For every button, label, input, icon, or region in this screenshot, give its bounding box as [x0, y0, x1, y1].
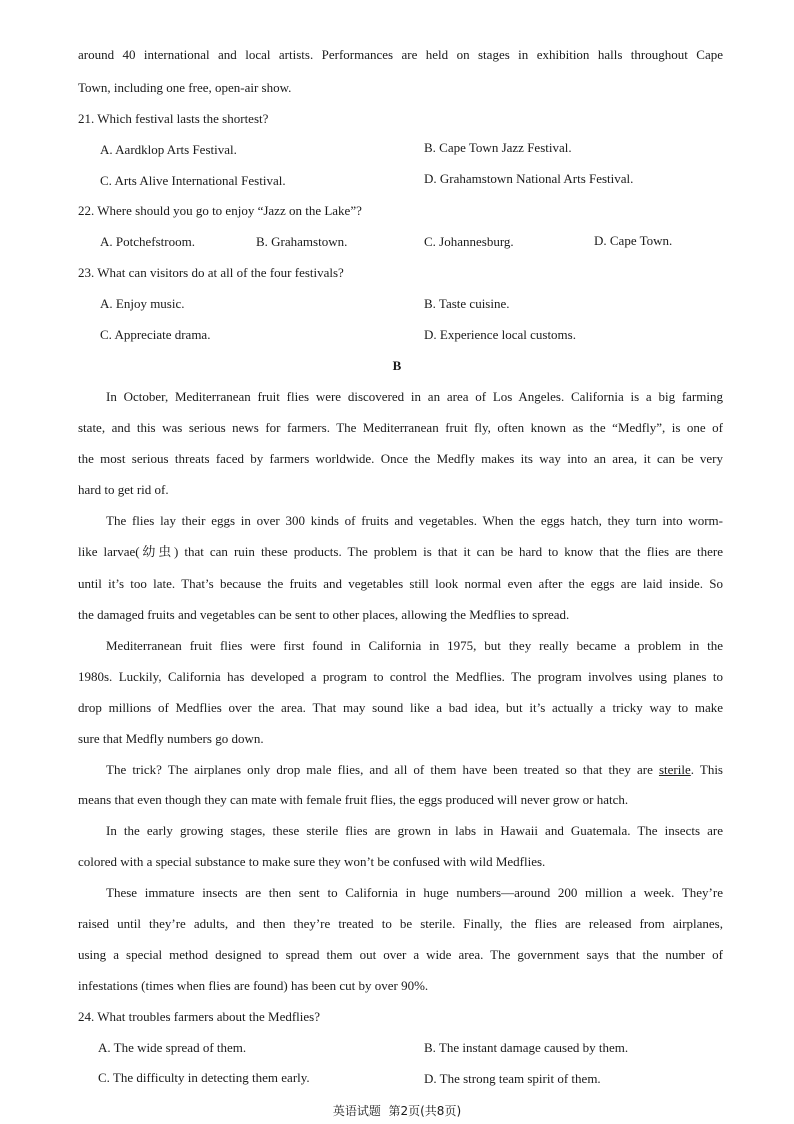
paragraph-line: Mediterranean fruit flies were first found in California in 1975, but they really became a problem in the — [106, 638, 723, 653]
question-24-option-a: A. The wide spread of them. — [98, 1040, 247, 1055]
paragraph-line: using a special method designed to spread them out over a wide area. The government says that the number of — [78, 947, 723, 962]
question-23-option-c: C. Appreciate drama. — [100, 327, 211, 342]
paragraph-line: These immature insects are then sent to California in huge numbers—around 200 million a week. They’re — [106, 885, 723, 900]
question-22-stem: 22. Where should you go to enjoy “Jazz on the Lake”? — [78, 203, 362, 218]
section-b-title: B — [392, 358, 402, 373]
paragraph-line: the most serious threats faced by farmers worldwide. Once the Medfly makes its way into an area, it can be very — [78, 451, 723, 466]
question-21-option-a: A. Aardklop Arts Festival. — [100, 142, 237, 157]
question-21-option-d: D. Grahamstown National Arts Festival. — [424, 171, 634, 186]
paragraph-line: the damaged fruits and vegetables can be sent to other places, allowing the Medflies to spread. — [78, 607, 570, 622]
paragraph-line: raised until they’re adults, and then they’re treated to be sterile. Finally, the flies are released from airplanes, — [78, 916, 723, 931]
question-24-stem: 24. What troubles farmers about the Medflies? — [78, 1009, 320, 1024]
paragraph-text: . This — [690, 762, 723, 777]
question-24-option-d: D. The strong team spirit of them. — [424, 1071, 601, 1086]
paragraph-line: drop millions of Medflies over the area. That may sound like a bad idea, but it’s actually a tricky way to make — [78, 700, 723, 715]
question-22-option-b: B. Grahamstown. — [256, 234, 348, 249]
paragraph-line: sure that Medfly numbers go down. — [78, 731, 264, 746]
passage-a-line: Town, including one free, open-air show. — [78, 80, 292, 95]
page-footer: 英语试题 第2页(共8页) — [332, 1104, 462, 1118]
question-23-option-b: B. Taste cuisine. — [424, 296, 510, 311]
paragraph-line — [106, 762, 723, 778]
question-22-option-d: D. Cape Town. — [594, 233, 673, 248]
paragraph-line: like larvae(幼虫) that can ruin these products. The problem is that it can be hard to know that the flies are there — [78, 544, 723, 559]
passage-a-line: around 40 international and local artists. Performances are held on stages in exhibition halls throughout Cape — [78, 47, 723, 62]
paragraph-line: colored with a special substance to make sure they won’t be confused with wild Medflies. — [78, 854, 546, 869]
question-24-option-b: B. The instant damage caused by them. — [424, 1040, 629, 1055]
paragraph-line: In October, Mediterranean fruit flies were discovered in an area of Los Angeles. California is a big farming — [106, 389, 723, 404]
question-23-stem: 23. What can visitors do at all of the four festivals? — [78, 265, 344, 280]
underlined-word-sterile: sterile — [658, 762, 691, 777]
question-21-stem: 21. Which festival lasts the shortest? — [78, 111, 269, 126]
paragraph-line: 1980s. Luckily, California has developed a program to control the Medflies. The program involves using planes to — [78, 669, 723, 684]
paragraph-line: hard to get rid of. — [78, 482, 169, 497]
paragraph-line: until it’s too late. That’s because the fruits and vegetables still look normal even after the eggs are laid inside. So — [78, 576, 723, 591]
question-22-option-a: A. Potchefstroom. — [100, 234, 195, 249]
paragraph-line: state, and this was serious news for farmers. The Mediterranean fruit fly, often known as the “Medfly”, is one of — [78, 420, 723, 435]
paragraph-line: The flies lay their eggs in over 300 kinds of fruits and vegetables. When the eggs hatch, they turn into worm- — [106, 513, 723, 528]
question-24-option-c: C. The difficulty in detecting them early. — [98, 1070, 310, 1085]
paragraph-line: means that even though they can mate with female fruit flies, the eggs produced will never grow or hatch. — [78, 792, 629, 807]
paragraph-text: The trick? The airplanes only drop male flies, and all of them have been treated so that they are — [106, 762, 659, 777]
question-23-option-d: D. Experience local customs. — [424, 327, 576, 342]
paragraph-line: In the early growing stages, these sterile flies are grown in labs in Hawaii and Guatemala. The insects are — [106, 823, 723, 838]
paragraph-line: infestations (times when flies are found) has been cut by over 90%. — [78, 978, 429, 993]
question-21-option-b: B. Cape Town Jazz Festival. — [424, 140, 572, 155]
question-22-option-c: C. Johannesburg. — [424, 234, 514, 249]
question-21-option-c: C. Arts Alive International Festival. — [100, 173, 286, 188]
question-23-option-a: A. Enjoy music. — [100, 296, 185, 311]
